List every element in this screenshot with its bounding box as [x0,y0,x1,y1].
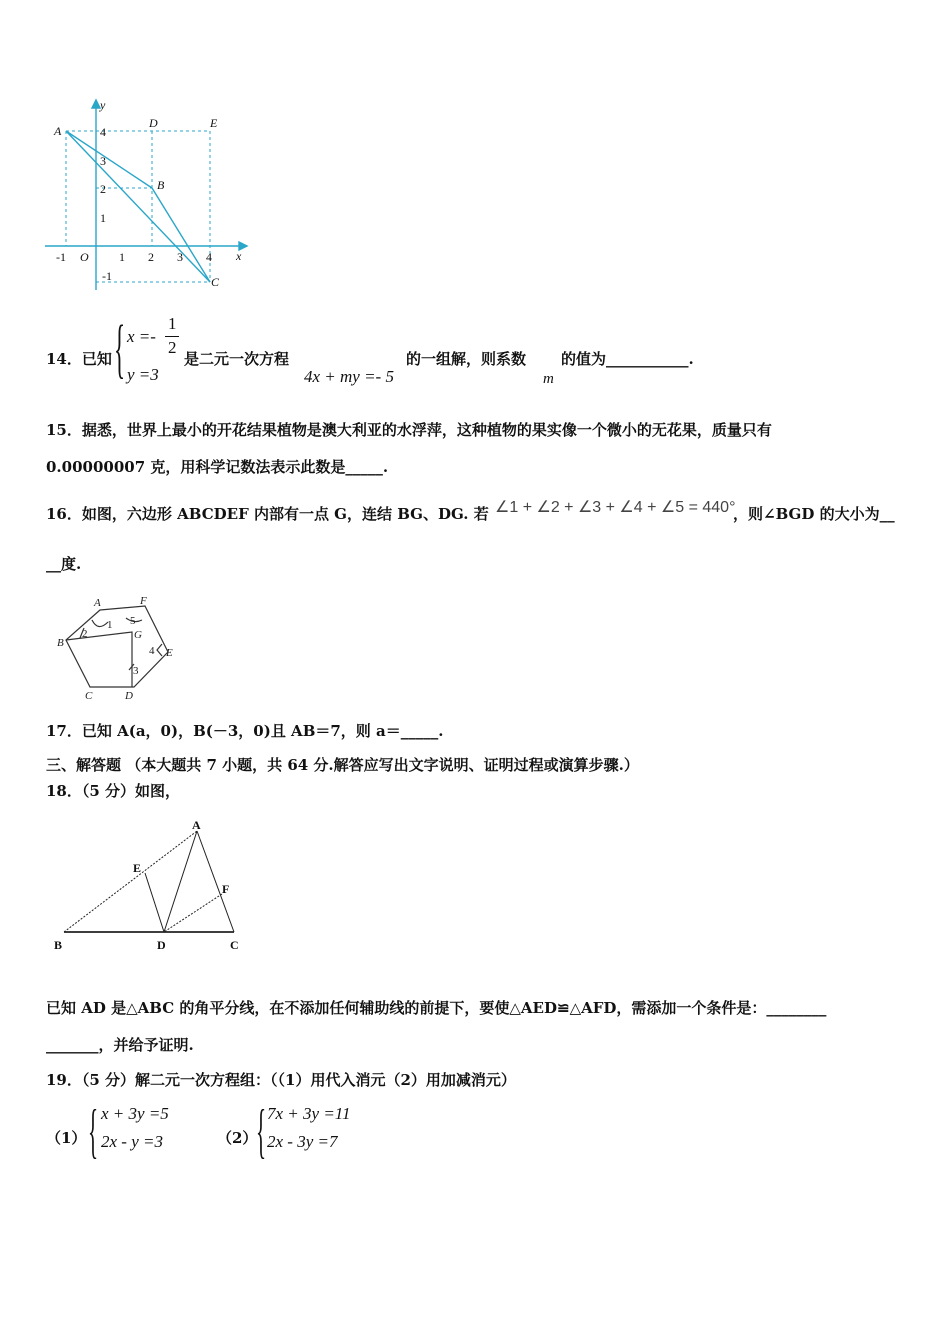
q16-prefix: 16．如图，六边形 ABCDEF 内部有一点 G，连结 BG、DG. 若 [46,505,489,523]
segment-AB [66,131,152,188]
x-tick: 2 [148,250,154,264]
segment-FD [164,894,222,932]
axis-label-x: x [236,249,242,263]
q14-eq1: x =- [127,327,156,346]
label-C: C [85,690,93,702]
y-tick: 2 [100,182,106,196]
axis-label-y: y [100,98,106,112]
x-tick: 3 [177,250,183,264]
q16-suffix: ，则∠BGD 的大小为__ [733,505,895,523]
q14-frac-bar [165,336,179,337]
q19-part2-eq2: 2x - 3y =7 [267,1132,338,1151]
x-tick: 4 [206,250,212,264]
q15-line2: 0.00000007 克，用科学记数法表示此数是_____. [46,458,389,476]
q19-part1-eq2: 2x - y =3 [101,1132,163,1151]
label-B: B [57,637,64,649]
label-5: 5 [130,615,136,627]
y-tick: 1 [100,211,106,225]
triangle-figure [46,818,252,956]
q15-line1: 15．据悉，世界上最小的开花结果植物是澳大利亚的水浮萍，这种植物的果实像一个微小的无花果，质量只有 [46,421,772,439]
q14-var-m: m [543,371,554,387]
label-D: D [157,938,166,952]
point-label-B: B [157,178,165,192]
label-E: E [133,861,142,875]
label-D: D [125,690,133,702]
label-F: F [222,882,230,896]
origin-label: O [80,250,89,264]
label-2: 2 [82,628,88,640]
x-tick: 1 [119,250,125,264]
segment-ED [145,873,164,932]
q18-line1: 已知 AD 是△ABC 的角平分线，在不添加任何辅助线的前提下，要使△AED≌△AFD，需添加一个条件是：________ [46,999,827,1017]
q19-part2-eq1: 7x + 3y =11 [267,1104,351,1123]
label-G: G [134,629,142,641]
q19-title: 19．（5 分）解二元一次方程组：（（1）用代入消元（2）用加减消元） [46,1071,516,1089]
label-B: B [54,938,63,952]
q14-frac-den: 2 [168,338,177,357]
segment-AD [164,831,197,932]
q19-part1-brace: { [88,1098,99,1164]
q18-line2: _______，并给予证明. [46,1036,194,1054]
q16-condition: ∠1 + ∠2 + ∠3 + ∠4 + ∠5 = 440° [495,499,736,516]
q19-part1-label: （1） [46,1129,87,1147]
q14-system-brace: { [114,312,126,385]
point-label-E: E [210,116,218,130]
x-tick: -1 [56,250,66,264]
q19-part2-label: （2） [217,1129,258,1147]
label-A: A [192,818,201,832]
q14-frac-num: 1 [168,314,177,333]
side-AB [64,831,197,932]
coordinate-figure [40,95,265,295]
q19-part2-brace: { [256,1098,267,1164]
q16-line2: __度. [46,555,82,573]
q14-eq2: y =3 [127,365,159,384]
label-C: C [230,938,239,952]
y-tick: -1 [102,269,112,283]
y-axis-arrow [92,100,100,108]
q14-mid: 是二元一次方程 [184,350,290,368]
label-F: F [140,595,147,607]
segment-BC [152,188,210,282]
point-label-D: D [149,116,158,130]
section3-title: 三、解答题 （本大题共 7 小题，共 64 分.解答应写出文字说明、证明过程或演算步骤.） [46,756,639,774]
label-3: 3 [133,665,139,677]
q14-mid2: 的一组解，则系数 [406,350,527,368]
label-E: E [166,647,173,659]
label-4: 4 [149,645,155,657]
q18-title: 18．（5 分）如图， [46,782,181,800]
q14-prefix: 14．已知 [46,350,112,368]
q14-suffix: 的值为___________. [561,350,694,368]
q19-part1-eq1: x + 3y =5 [101,1104,169,1123]
label-A: A [94,597,101,609]
label-1: 1 [107,619,113,631]
q14-equation: 4x + my =- 5 [304,367,394,386]
q17-text: 17．已知 A(a，0)，B(－3，0)且 AB＝7，则 a＝_____. [46,722,444,740]
y-tick: 3 [100,154,106,168]
point-label-A: A [54,124,62,138]
y-tick: 4 [100,125,106,139]
hexagon-figure [52,592,192,704]
point-label-C: C [211,275,220,289]
